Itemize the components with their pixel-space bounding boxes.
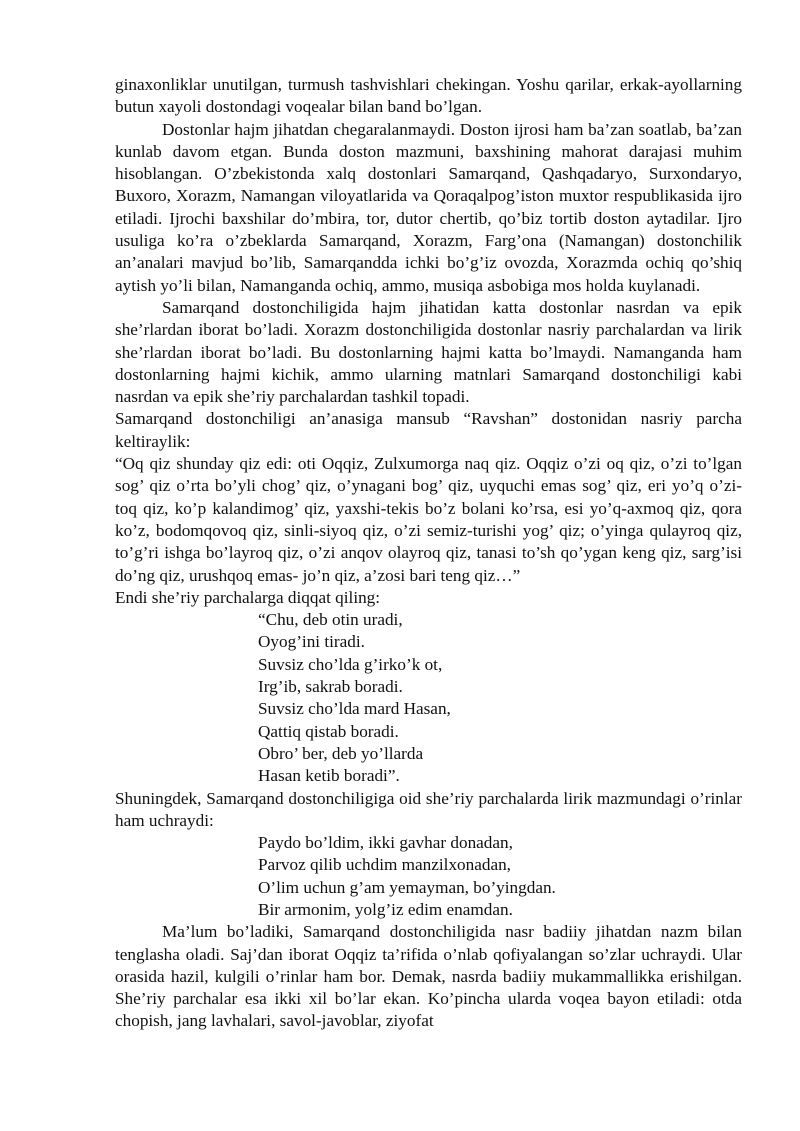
verse-line: Parvoz qilib uchdim manzilxonadan, (258, 855, 511, 875)
paragraph-intro-continuation: ginaxonliklar unutilgan, turmush tashvishlari chekingan. Yoshu qarilar, erkak-ayollarning butun xayoli dostondagi voqealar bilan band bo’lgan. (115, 75, 742, 117)
paragraph-ravshan-intro: Samarqand dostonchiligi an’anasiga mansub “Ravshan” dostonidan nasriy parcha keltiraylik: (115, 409, 742, 451)
verse-line: Qattiq qistab boradi. (258, 721, 399, 741)
verse-line: O’lim uchun g’am yemayman, bo’yingdan. (258, 877, 556, 897)
verse-line: Obro’ ber, deb yo’llarda (258, 743, 424, 763)
verse-line: Suvsiz cho’lda g’irko’k ot, (258, 654, 443, 674)
verse-line: Hasan ketib boradi”. (258, 766, 400, 786)
verse-line: Bir armonim, yolg’iz edim enamdan. (258, 899, 513, 919)
document-page (115, 74, 742, 1033)
paragraph-poetic-intro: Endi she’riy parchalarga diqqat qiling: (115, 587, 381, 607)
verse-line: “Chu, deb otin uradi, (258, 610, 403, 630)
verse-block-lyrical (115, 832, 742, 921)
paragraph-conclusion: Ma’lum bo’ladiki, Samarqand dostonchiligida nasr badiiy jihatdan nazm bilan tenglasha oladi. Saj’dan iborat Oqqiz ta’rifida o’nlab qofiyalangan so’zlar uchraydi. Ular orasida hazil, kulgili o’rinlar ham bor. Demak, nasrda badiiy mukammallikka erishilgan. She’riy parchalar esa ikki xil bo’lar ekan. Ko’pincha ularda voqea bayon etiladi: otda chopish, jang lavhalari, savol-javoblar, ziyofat (115, 922, 742, 1031)
paragraph-doston-volume: Dostonlar hajm jihatdan chegaralanmaydi. Doston ijrosi ham ba’zan soatlab, ba’zan kunlab davom etgan. Bunda doston mazmuni, baxshining mahorat darajasi muhim hisoblangan. O’zbekistonda xalq dostonlari Samarqand, Qashqadaryo, Surxondaryo, Buxoro, Xorazm, Namangan viloyatlarida va Qoraqalpog’iston muxtor respublikasida ijro etiladi. Ijrochi baxshilar do’mbira, tor, dutor chertib, qo’biz tortib doston aytadilar. Ijro usuliga ko’ra o’zbeklarda Samarqand, Xorazm, Farg’ona (Namangan) dostonchilik an’analari mavjud bo’lib, Samarqandda ichki bo’g’iz ovozda, Xorazmda ochiq qo’shiq aytish yo’li bilan, Namanganda ochiq, ammo, musiqa asbobiga mos holda kuylanadi. (115, 119, 742, 295)
paragraph-lyrical-intro: Shuningdek, Samarqand dostonchiligiga oid she’riy parchalarda lirik mazmundagi o’rinlar ham uchraydi: (115, 788, 742, 830)
paragraph-oqqiz-quote: “Oq qiz shunday qiz edi: oti Oqqiz, Zulxumorga naq qiz. Oqqiz o’zi oq qiz, o’zi to’lgan sog’ qiz o’rta bo’yli chog’ qiz, o’ynagani bog’ qiz, uyquchi emas sog’ qiz, eri yo’q o’zi- toq qiz, ko’p kalandimog’ qiz, yaxshi-tekis bo’z bolani ko’rsa, esi yo’q-axmoq qiz, qora ko’z, bodomqovoq qiz, sinli-siyoq qiz, o’zi semiz-turishi yog’ qiz; o’yinga qulayroq qiz, to’g’ri ishga bo’layroq qiz, o’zi anqov olayroq qiz, tanasi to’sh qo’ygan keng qiz, sarg’isi do’ng qiz, urushqoq emas- jo’n qiz, a’zosi bari teng qiz…” (115, 454, 742, 585)
verse-block-hasan (115, 609, 742, 787)
verse-line: Suvsiz cho’lda mard Hasan, (258, 699, 451, 719)
verse-line: Irg’ib, sakrab boradi. (258, 677, 403, 697)
verse-line: Paydo bo’ldim, ikki gavhar donadan, (258, 833, 513, 853)
verse-line: Oyog’ini tiradi. (258, 632, 365, 652)
paragraph-samarqand-tradition: Samarqand dostonchiligida hajm jihatidan katta dostonlar nasrdan va epik she’rlardan iborat bo’ladi. Xorazm dostonchiligida dostonlar nasriy parchalardan va lirik she’rlardan iborat bo’ladi. Bu dostonlarning hajmi katta bo’lmaydi. Namanganda ham dostonlarning hajmi kichik, ammo ularning matnlari Samarqand dostonchiligi kabi nasrdan va epik she’riy parchalardan tashkil topadi. (115, 297, 742, 407)
